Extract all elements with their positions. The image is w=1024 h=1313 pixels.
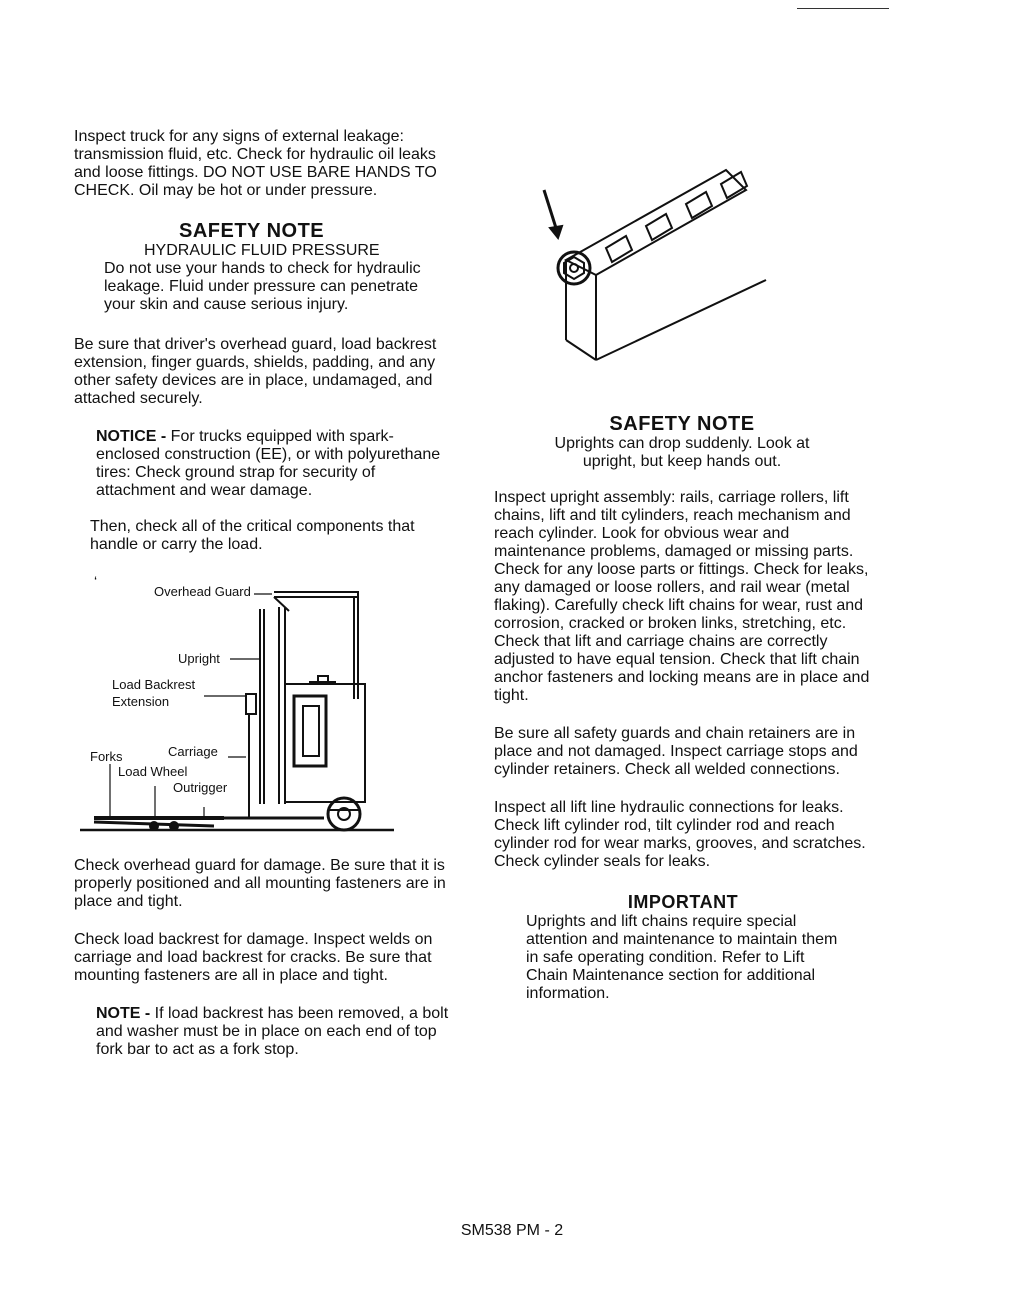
note-label: NOTE - [96, 1005, 151, 1022]
notice-paragraph [74, 428, 450, 500]
upright-rail-illustration [536, 150, 796, 380]
left-column [74, 128, 450, 1077]
label-upright: Upright [178, 651, 220, 666]
label-load-backrest: Load Backrest [112, 677, 196, 692]
forklift-diagram [74, 574, 450, 839]
top-rule [797, 8, 889, 9]
label-overhead-guard: Overhead Guard [154, 584, 251, 599]
upright-inspection-paragraph: Inspect upright assembly: rails, carriage rollers, lift chains, lift and tilt cylinders, reach mechanism and reach cylinder. Look for obvious wear and maintenance problems, damaged or missing parts. Check for any loose parts or fittings. Check for leaks, any damaged or loose rollers, and rail wear (metal flaking). Carefully check lift chains for wear, rust and corrosion, cracked or broken links, stretching, etc. Check that lift and carriage chains are correctly adjusted to have equal tension. Check that lift chain anchor fasteners and locking means are in place and tight. [494, 489, 870, 704]
upright-safety-note [494, 413, 870, 471]
safety-note-body-right: Uprights can drop suddenly. Look at upright, but keep hands out. [554, 435, 810, 470]
critical-components-paragraph: Then, check all of the critical components that handle or carry the load. [90, 518, 415, 553]
notice-text: For trucks equipped with spark-enclosed construction (EE), or with polyurethane tires: Check ground strap for security of attachment and wear damage. [96, 428, 441, 499]
page-footer: SM538 PM - 2 [460, 1222, 564, 1239]
right-column [494, 413, 870, 1003]
note-paragraph [74, 1005, 450, 1059]
safety-note-title: SAFETY NOTE [179, 220, 325, 242]
label-outrigger: Outrigger [173, 780, 228, 795]
load-backrest-paragraph: Check load backrest for damage. Inspect welds on carriage and load backrest for cracks. Be sure that mounting fasteners are all in place and tight. [74, 931, 433, 984]
label-load-wheel: Load Wheel [118, 764, 188, 779]
safety-note-title-right: SAFETY NOTE [609, 413, 755, 435]
leakage-paragraph: Inspect truck for any signs of external leakage: transmission fluid, etc. Check for hydraulic oil leaks and loose fittings. DO NOT USE BARE HANDS TO CHECK. Oil may be hot or under pressure. [74, 128, 437, 199]
notice-label: NOTICE - [96, 428, 167, 445]
important-box [494, 891, 870, 1003]
label-forks: Forks [90, 749, 123, 764]
safety-devices-paragraph: Be sure that driver's overhead guard, load backrest extension, finger guards, shields, padding, and any other safety devices are in place, undamaged, and attached securely. [74, 336, 437, 407]
important-title: IMPORTANT [627, 892, 739, 912]
safety-note-subtitle: HYDRAULIC FLUID PRESSURE [144, 242, 380, 259]
note-text: If load backrest has been removed, a bolt and washer must be in place on each end of top fork bar to act as a fork stop. [96, 1005, 449, 1058]
hydraulic-connections-paragraph: Inspect all lift line hydraulic connections for leaks. Check lift cylinder rod, tilt cylinder rod and reach cylinder rod for wear marks, grooves, and scratches. Check cylinder seals for leaks. [494, 799, 866, 870]
overhead-guard-paragraph: Check overhead guard for damage. Be sure that it is properly positioned and all mounting fasteners are in place and tight. [74, 857, 446, 910]
safety-note-body: Do not use your hands to check for hydraulic leakage. Fluid under pressure can penetrate your skin and cause serious injury. [104, 260, 421, 313]
label-extension: Extension [112, 694, 170, 709]
label-carriage: Carriage [168, 744, 218, 759]
tick-mark: ‘ [94, 574, 98, 589]
safety-guards-paragraph: Be sure all safety guards and chain retainers are in place and not damaged. Inspect carriage stops and cylinder retainers. Check all welded connections. [494, 725, 858, 778]
hydraulic-safety-note [74, 220, 450, 314]
important-body: Uprights and lift chains require special attention and maintenance to maintain them in safe operating condition. Refer to Lift Chain Maintenance section for additional information. [526, 913, 838, 1002]
